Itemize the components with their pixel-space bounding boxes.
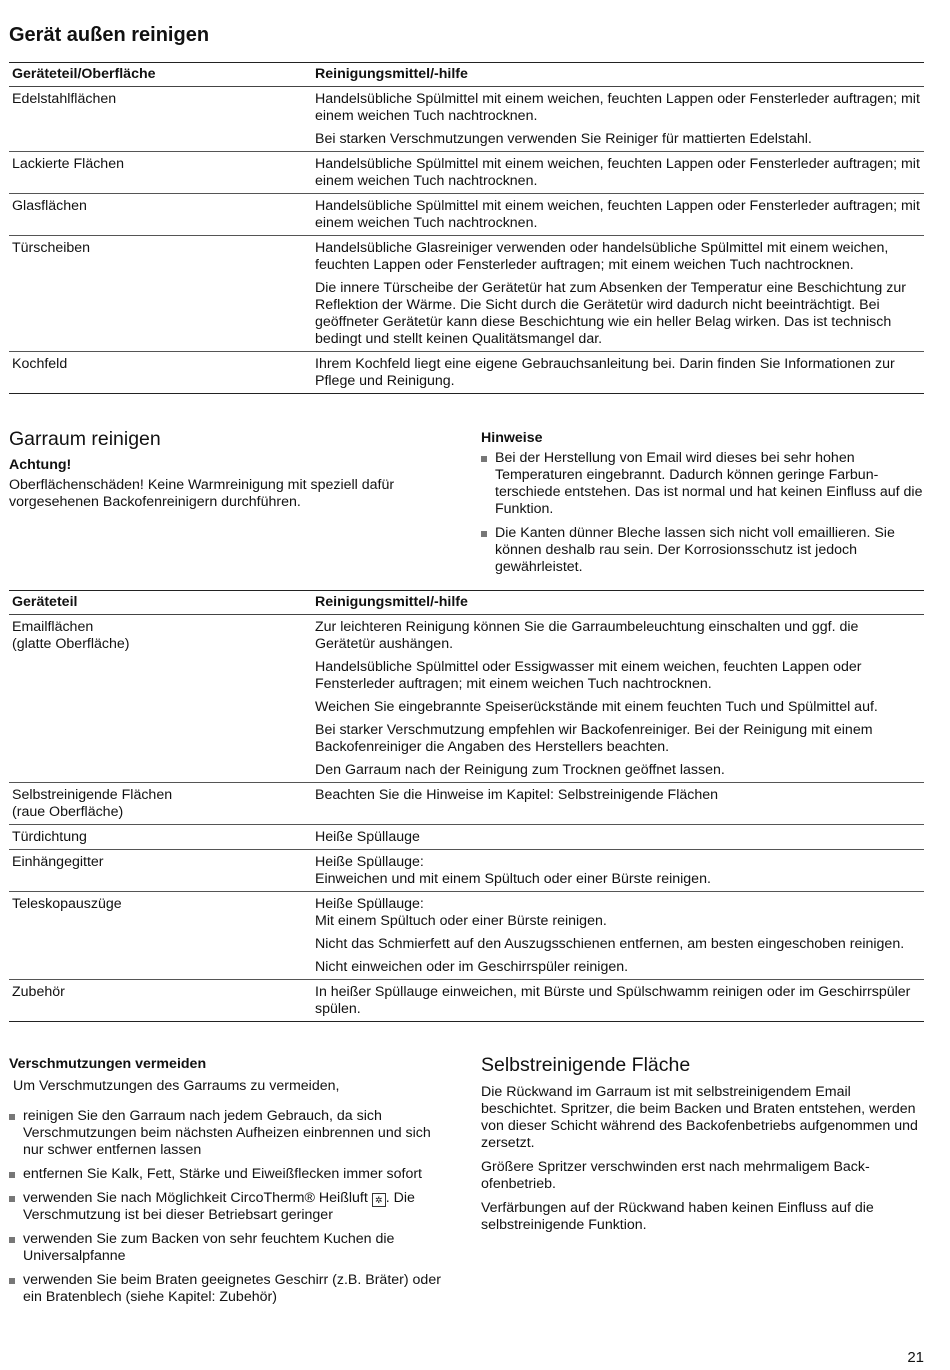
table-cell-paragraph: Nicht einweichen oder im Geschirrspüler reinigen. — [315, 959, 629, 975]
table-cell-part: Lackierte Flächen — [9, 152, 312, 194]
warning-text: Oberflächenschäden! Keine Warmreinigung mit speziell dafür vorgesehenen Backofenreinigern durchführen. — [9, 477, 395, 510]
list-item: Bei der Herstellung von Email wird dieses bei sehr hohen Temperaturen eingebrannt. Dadurch können geringe Farbunterschiede entstehen. Das ist normal und hat keinen Einfluss auf die Funktion. — [481, 450, 924, 518]
list-item: verwenden Sie zum Backen von sehr feuchtem Kuchen die Universalpfanne — [9, 1231, 451, 1265]
table-cell-part: Emailflächen (glatte Oberfläche) — [9, 615, 312, 783]
table-cell-paragraph: Beachten Sie die Hinweise im Kapitel: Selbstreinigende Flächen — [315, 787, 718, 803]
list-item — [9, 1190, 451, 1224]
table-cell-paragraph: Zur leichteren Reinigung können Sie die Garraumbeleuchtung einschalten und ggf. die Gerätetür aushängen. — [315, 619, 859, 652]
hints-list — [481, 450, 924, 576]
self-cleaning-paragraph-1: Die Rückwand im Garraum ist mit selbstreinigendem Email beschichtet. Spritzer, die beim Backen und Braten entstehen, werden von dieser Schicht während des Backofenbetriebs aufgenommen und zersetzt. — [481, 1084, 918, 1151]
list-item: verwenden Sie beim Braten geeignetes Geschirr (z.B. Bräter) oder ein Bratenblech (siehe Kapitel: Zubehör) — [9, 1272, 451, 1306]
table-row — [9, 850, 924, 892]
table-cell-paragraph: In heißer Spüllauge einweichen, mit Bürste und Spülschwamm reinigen oder im Geschirrspüler spülen. — [315, 984, 911, 1017]
table-cell-agent — [312, 615, 924, 783]
oven-cleaning-table-wrap — [9, 590, 924, 1022]
table-cell-agent — [312, 152, 924, 194]
table-cell-paragraph: Handelsübliche Spülmittel mit einem weichen, feuchten Lappen oder Fensterleder auftragen; mit einem weichen Tuch nachtrocknen. — [315, 156, 920, 189]
table-row — [9, 352, 924, 394]
table-row — [9, 825, 924, 850]
table-row — [9, 615, 924, 783]
table-cell-part: Türscheiben — [9, 236, 312, 352]
table-cell-paragraph: Heiße Spüllauge — [315, 829, 420, 845]
table-cell-paragraph: Ihrem Kochfeld liegt eine eigene Gebrauchsanleitung bei. Darin finden Sie Informationen zur Pflege und Reinigung. — [315, 356, 895, 389]
table-cell-part: Glasflächen — [9, 194, 312, 236]
table-header-part: Geräteteil/Oberfläche — [9, 63, 312, 87]
exterior-cleaning-table-wrap — [9, 62, 924, 394]
section-title-oven: Garraum reinigen — [9, 428, 161, 450]
section-title-self-cleaning: Selbstreinigende Fläche — [481, 1054, 691, 1076]
table-cell-agent — [312, 236, 924, 352]
table-cell-paragraph: Nicht das Schmierfett auf den Auszugsschienen entfernen, am besten eingeschoben reinigen. — [315, 936, 905, 952]
table-row — [9, 194, 924, 236]
table-row — [9, 87, 924, 152]
table-cell-paragraph: Handelsübliche Glasreiniger verwenden oder handelsübliche Spülmittel mit einem weichen, feuchten Lappen oder Fensterleder auftragen; mit einem weichen Tuch nachtrocknen. — [315, 240, 889, 273]
table-cell-agent — [312, 352, 924, 394]
avoid-soiling-block — [9, 1056, 451, 1313]
exterior-cleaning-table — [9, 62, 924, 394]
table-header-agent: Reinigungsmittel/-hilfe — [312, 591, 924, 615]
section-title-exterior: Gerät außen reinigen — [9, 24, 210, 46]
page-number: 21 — [907, 1349, 924, 1366]
table-cell-paragraph: Handelsübliche Spülmittel mit einem weichen, feuchten Lappen oder Fensterleder auftragen; mit einem weichen Tuch nachtrocknen. — [315, 198, 920, 231]
table-cell-part: Einhängegitter — [9, 850, 312, 892]
circotherm-text: verwenden Sie nach Möglichkeit CircoTherm® Heißluft — [23, 1190, 368, 1206]
table-row — [9, 892, 924, 980]
avoid-soiling-intro: Um Verschmutzungen des Garraums zu vermeiden, — [13, 1078, 340, 1094]
table-row — [9, 236, 924, 352]
table-row — [9, 980, 924, 1022]
table-row — [9, 152, 924, 194]
table-cell-paragraph: Weichen Sie eingebrannte Speiserückstände mit einem feuchten Tuch und Spülmittel auf. — [315, 699, 878, 715]
table-cell-agent — [312, 783, 924, 825]
oven-cleaning-table — [9, 590, 924, 1022]
table-cell-agent — [312, 87, 924, 152]
oven-cleaning-intro — [9, 428, 449, 511]
table-cell-paragraph: Heiße Spüllauge: Mit einem Spültuch oder einer Bürste reinigen. — [315, 896, 607, 929]
self-cleaning-paragraph-2: Größere Spritzer verschwinden erst nach mehrmaligem Backofenbetrieb. — [481, 1159, 870, 1192]
fan-symbol-icon: ✲ — [372, 1193, 386, 1207]
warning-label: Achtung! — [9, 457, 72, 473]
section-title-avoid-soiling: Verschmutzungen vermeiden — [9, 1056, 207, 1072]
list-item: entfernen Sie Kalk, Fett, Stärke und Eiweißflecken immer sofort — [9, 1166, 451, 1183]
table-cell-part: Selbstreinigende Flächen (raue Oberfläche) — [9, 783, 312, 825]
list-item: Die Kanten dünner Bleche lassen sich nicht voll emaillieren. Sie können deshalb rau sein. Der Korrosionsschutz ist jedoch gewährleistet. — [481, 525, 924, 576]
table-cell-agent — [312, 892, 924, 980]
list-item: reinigen Sie den Garraum nach jedem Gebrauch, da sich Verschmutzungen beim nächsten Aufheizen einbrennen und sich nur schwer entfernen lassen — [9, 1108, 451, 1159]
circotherm-text-end: . Die Verschmutzung ist bei dieser Betriebsart geringer — [23, 1190, 415, 1223]
table-cell-paragraph: Den Garraum nach der Reinigung zum Trocknen geöffnet lassen. — [315, 762, 725, 778]
table-row — [9, 783, 924, 825]
table-cell-paragraph: Die innere Türscheibe der Gerätetür hat zum Absenken der Temperatur eine Beschichtung zur Reflektion der Wärme. Die Sicht durch die Gerätetür wird dadurch nicht beeinträchtigt. Bei geöffneter Gerätetür kann diese Beschichtung wie ein heller Belag wirken. Das ist technisch bedingt und stellt keinen Qualitätsmangel dar. — [315, 280, 906, 347]
table-cell-paragraph: Heiße Spüllauge: Einweichen und mit einem Spültuch oder einer Bürste reinigen. — [315, 854, 711, 887]
table-cell-paragraph: Handelsübliche Spülmittel mit einem weichen, feuchten Lappen oder Fensterleder auftragen; mit einem weichen Tuch nachtrocknen. — [315, 91, 920, 124]
table-cell-part: Zubehör — [9, 980, 312, 1022]
table-header-agent: Reinigungsmittel/-hilfe — [312, 63, 924, 87]
table-cell-paragraph: Bei starker Verschmutzung empfehlen wir Backofenreiniger. Bei der Reinigung mit einem Backofenreiniger die Angaben des Herstellers beachten. — [315, 722, 873, 755]
avoid-soiling-list — [9, 1108, 451, 1306]
table-cell-agent — [312, 980, 924, 1022]
hints-block — [481, 430, 924, 583]
table-cell-paragraph: Handelsübliche Spülmittel oder Essigwasser mit einem weichen, feuchten Lappen oder Fensterleder auftragen; mit einem weichen Tuch nachtrocknen. — [315, 659, 862, 692]
table-cell-agent — [312, 194, 924, 236]
table-header-part: Geräteteil — [9, 591, 312, 615]
table-cell-paragraph: Bei starken Verschmutzungen verwenden Sie Reiniger für mattierten Edelstahl. — [315, 131, 812, 147]
table-cell-part: Teleskopauszüge — [9, 892, 312, 980]
table-cell-agent — [312, 825, 924, 850]
self-cleaning-paragraph-3: Verfärbungen auf der Rückwand haben keinen Einfluss auf die selbstreinigende Funktion. — [481, 1200, 874, 1233]
table-cell-part: Edelstahlflächen — [9, 87, 312, 152]
table-cell-part: Türdichtung — [9, 825, 312, 850]
self-cleaning-block — [481, 1054, 924, 1234]
hints-label: Hinweise — [481, 430, 543, 446]
table-cell-part: Kochfeld — [9, 352, 312, 394]
table-cell-agent — [312, 850, 924, 892]
